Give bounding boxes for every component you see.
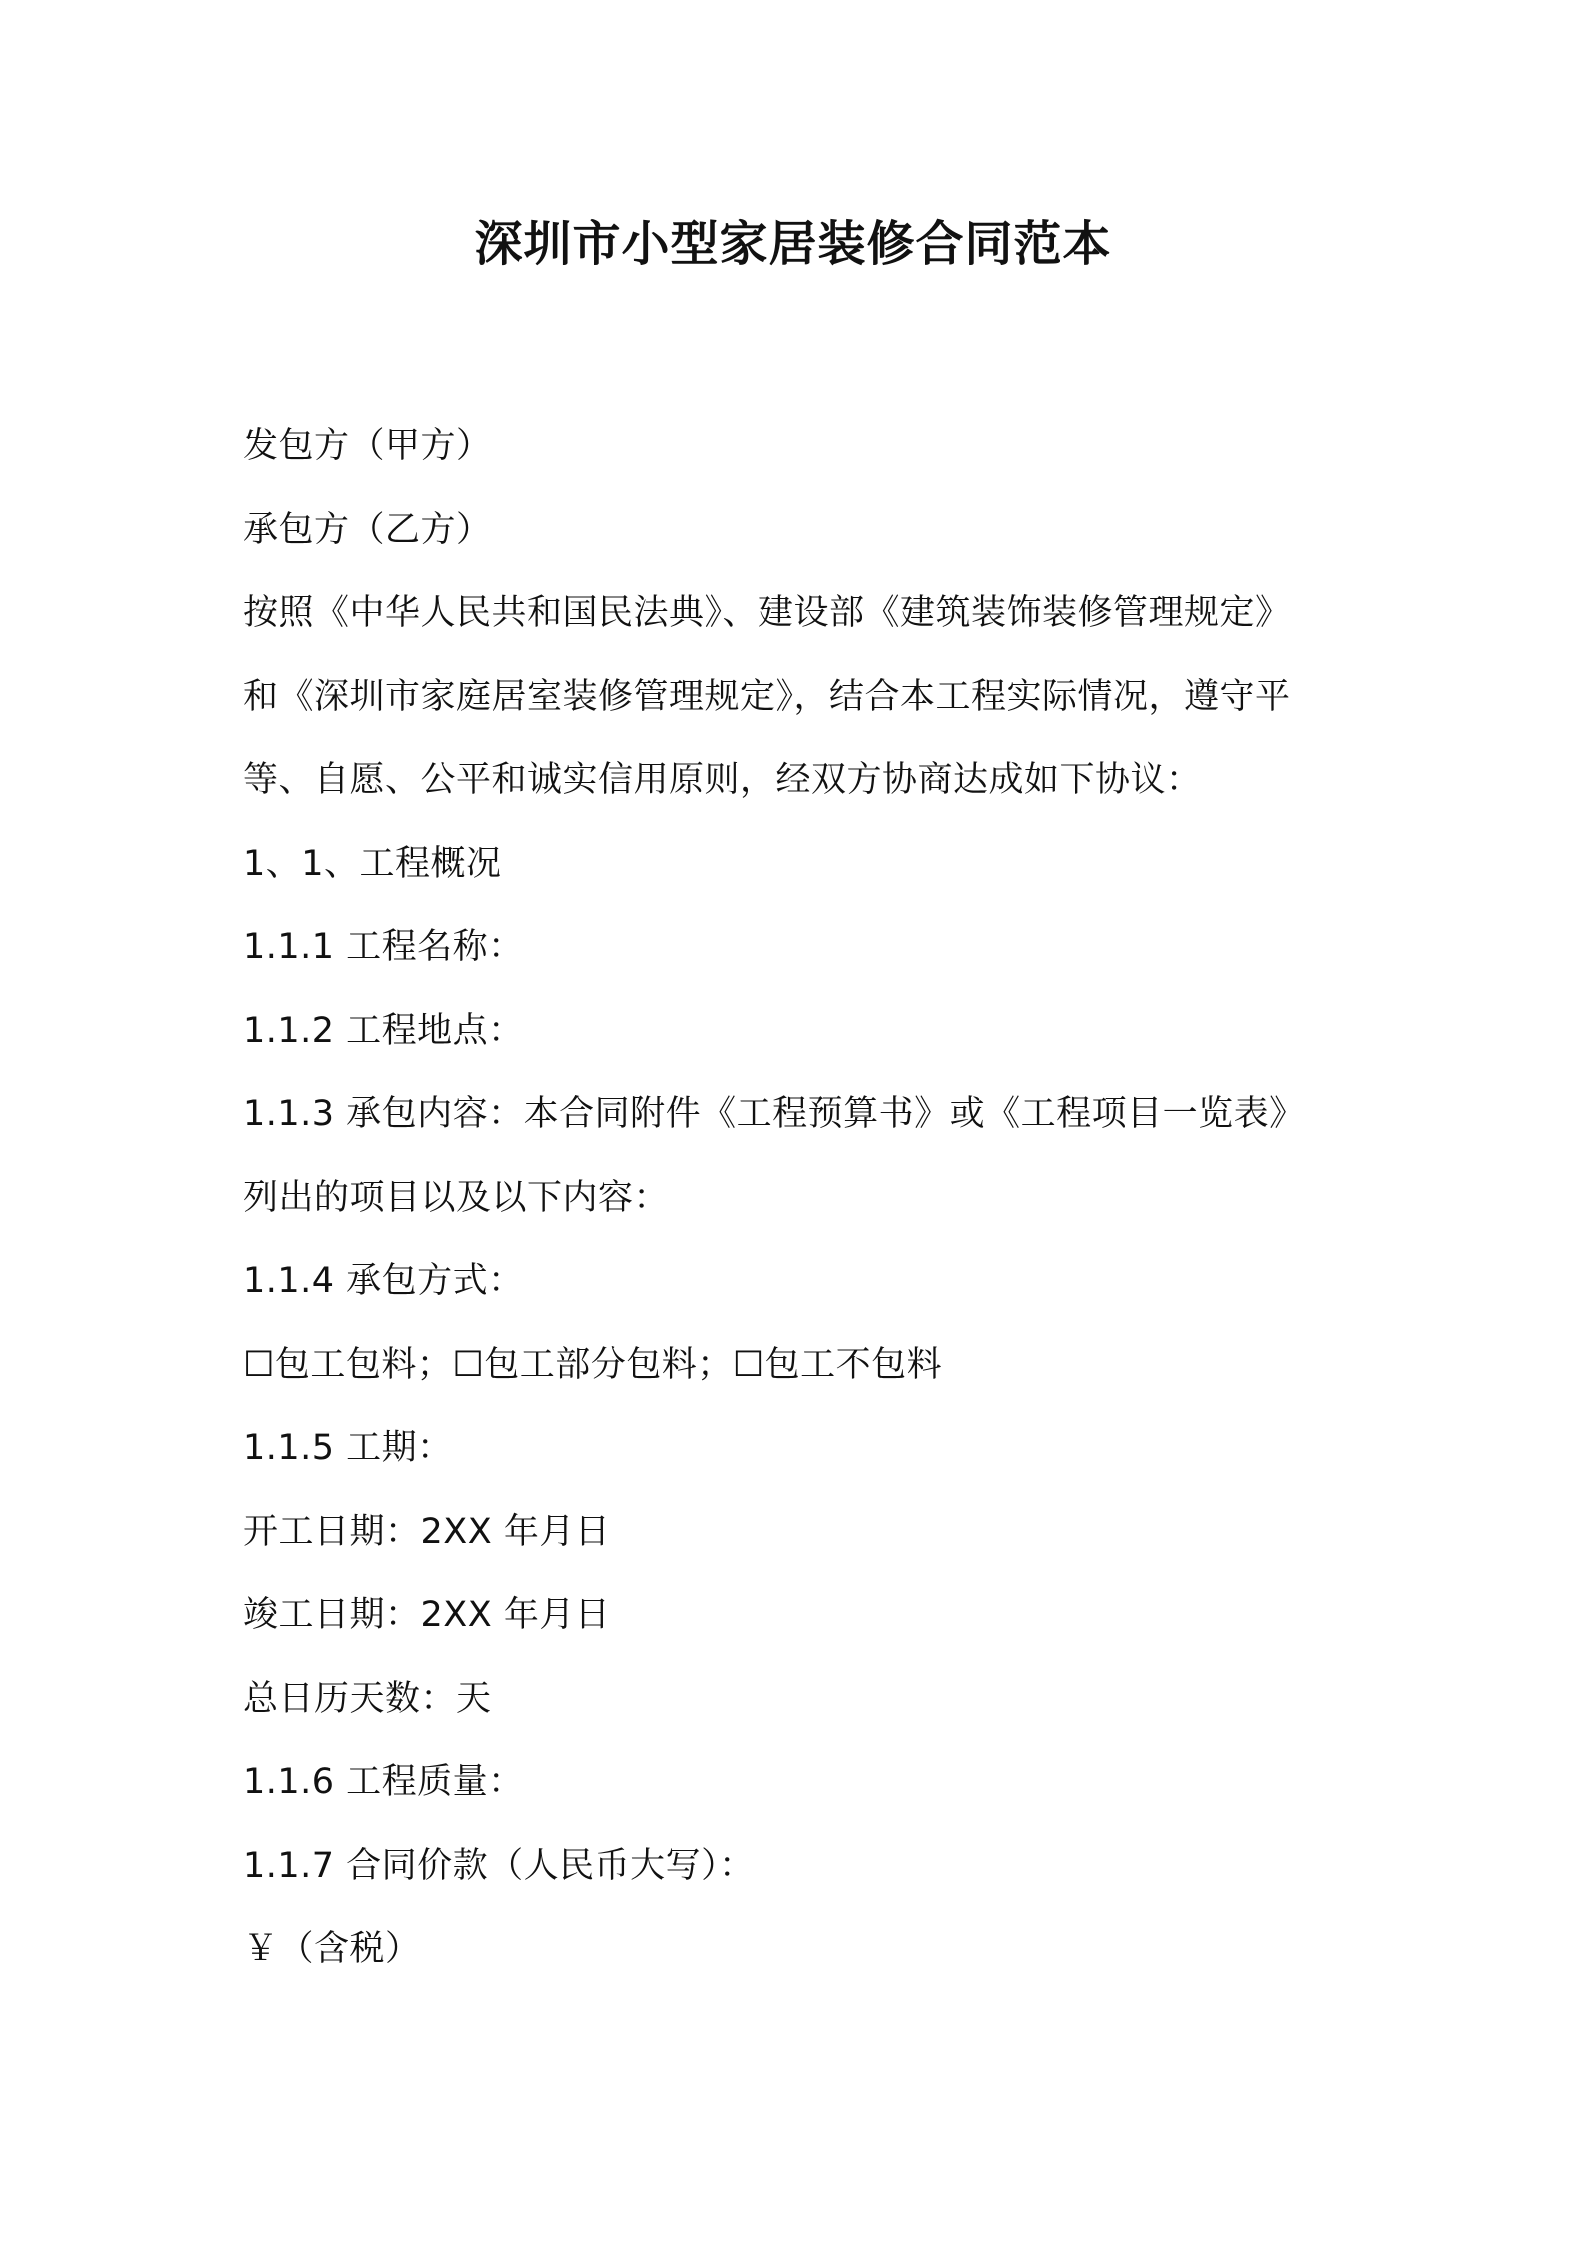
preamble-line-3: 等、自愿、公平和诚实信用原则，经双方协商达成如下协议： (243, 760, 1202, 800)
preamble-line-1: 按照《中华人民共和国民法典》、建设部《建筑装饰装修管理规定》 (243, 593, 1291, 633)
document-body (243, 405, 1373, 1992)
clause-contract-price: 1.1.7 合同价款（人民币大写）： (243, 1845, 755, 1886)
preamble-line-2: 和《深圳市家庭居室装修管理规定》，结合本工程实际情况，遵守平 (243, 676, 1291, 717)
clause-quality: 1.1.6 工程质量： (243, 1762, 524, 1802)
clause-contract-method: 1.1.4 承包方式： (243, 1261, 524, 1301)
price-tax-line: ￥（含税） (243, 1929, 421, 1969)
contract-method-options: ☐包工包料；☐包工部分包料；☐包工不包料 (243, 1344, 943, 1385)
total-days-line: 总日历天数：天 (243, 1678, 492, 1719)
clause-project-name: 1.1.1 工程名称： (243, 927, 524, 967)
clause-contract-scope: 1.1.3 承包内容：本合同附件《工程预算书》或《工程项目一览表》 (243, 1094, 1305, 1134)
clause-contract-scope-continued: 列出的项目以及以下内容： (243, 1177, 670, 1218)
section-heading: 1、1、工程概况 (243, 843, 502, 884)
party-a-line: 发包方（甲方） (243, 426, 492, 466)
clause-duration: 1.1.5 工期： (243, 1428, 453, 1468)
clause-project-location: 1.1.2 工程地点： (243, 1010, 524, 1051)
start-date-line: 开工日期：2XX 年月日 (243, 1511, 611, 1552)
document-title: 深圳市小型家居装修合同范本 (474, 216, 1112, 272)
party-b-line: 承包方（乙方） (243, 509, 492, 550)
completion-date-line: 竣工日期：2XX 年月日 (243, 1595, 611, 1635)
